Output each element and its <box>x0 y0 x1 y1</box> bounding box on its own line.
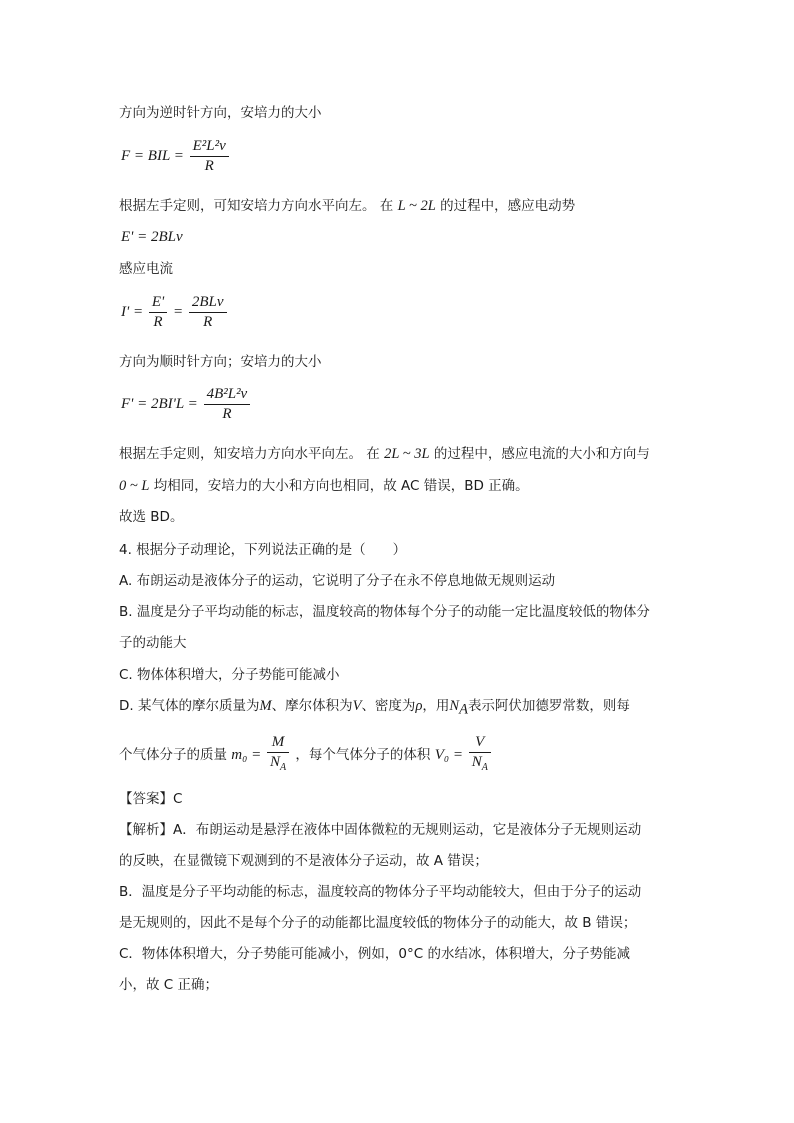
question-stem: 4. 根据分子动理论，下列说法正确的是（ ） <box>119 542 407 558</box>
text-line: 故选 BD。 <box>119 509 184 525</box>
text-line: 感应电流 <box>119 261 173 277</box>
equation-ampere-force-2: F' = 2BI'L = $\frac{\text{4B²L²v}}{R}$ <box>121 385 252 424</box>
option-d-cont: 个气体分子的质量 m₀ = $\frac{M}{N_A}$ ，每个气体分子的体积 V₀ = $\frac{V}{N_A}$ <box>119 733 493 777</box>
analysis-c-cont: 小，故 C 正确； <box>119 977 219 993</box>
fraction: $\frac{V}{N_A}$ <box>469 733 491 777</box>
fraction: $\frac{\text{E²L²v}}{R}$ <box>190 137 229 176</box>
option-d: D. 某气体的摩尔质量为M、摩尔体积为V、密度为ρ，用$N_A$表示阿伏加德罗常数，则每 <box>119 698 630 718</box>
fraction: $\frac{\text{4B²L²v}}{R}$ <box>204 385 251 424</box>
option-a: A. 布朗运动是液体分子的运动，它说明了分子在永不停息地做无规则运动 <box>119 573 556 589</box>
equation-emf: E' = 2BLv <box>121 229 183 245</box>
analysis-b: B．温度是分子平均动能的标志，温度较高的物体分子平均动能较大，但由于分子的运动 <box>119 884 642 900</box>
text-line: 方向为逆时针方向，安培力的大小 <box>119 105 322 121</box>
option-c: C. 物体体积增大，分子势能可能减小 <box>119 667 340 683</box>
fraction: $\frac{\text{2BLv}}{R}$ <box>189 293 227 332</box>
analysis-b-cont: 是无规则的，因此不是每个分子的动能都比温度较低的物体分子的动能大，故 B 错误； <box>119 915 637 931</box>
equation-ampere-force-1: F = BIL = $\frac{\text{E²L²v}}{R}$ <box>121 137 231 176</box>
option-b: B. 温度是分子平均动能的标志，温度较高的物体每个分子的动能一定比温度较低的物体分 <box>119 604 650 620</box>
analysis-c: C．物体体积增大，分子势能可能减小，例如，0°C 的水结冰，体积增大，分子势能减 <box>119 946 630 962</box>
equation-current: I' = $\frac{E'}{R}$ = $\frac{\text{2BLv}}{R}$ <box>121 293 229 332</box>
fraction: $\frac{M}{N_A}$ <box>267 733 289 777</box>
fraction: $\frac{E'}{R}$ <box>149 293 167 332</box>
analysis-a-cont: 的反映，在显微镜下观测到的不是液体分子运动，故 A 错误； <box>119 853 488 869</box>
analysis-a: 【解析】A．布朗运动是悬浮在液体中固体微粒的无规则运动，它是液体分子无规则运动 <box>119 822 642 838</box>
text-line: 根据左手定则，可知安培力方向水平向左。 在 L ~ 2L 的过程中，感应电动势 <box>119 198 576 214</box>
answer-label: 【答案】C <box>119 791 183 807</box>
text-line: 方向为顺时针方向；安培力的大小 <box>119 354 322 370</box>
text-line: 根据左手定则，知安培力方向水平向左。 在 2L ~ 3L 的过程中，感应电流的大小和方向与 <box>119 446 650 462</box>
text-line: 0 ~ L 均相同，安培力的大小和方向也相同，故 AC 错误，BD 正确。 <box>119 478 529 494</box>
option-b-cont: 子的动能大 <box>119 635 187 651</box>
